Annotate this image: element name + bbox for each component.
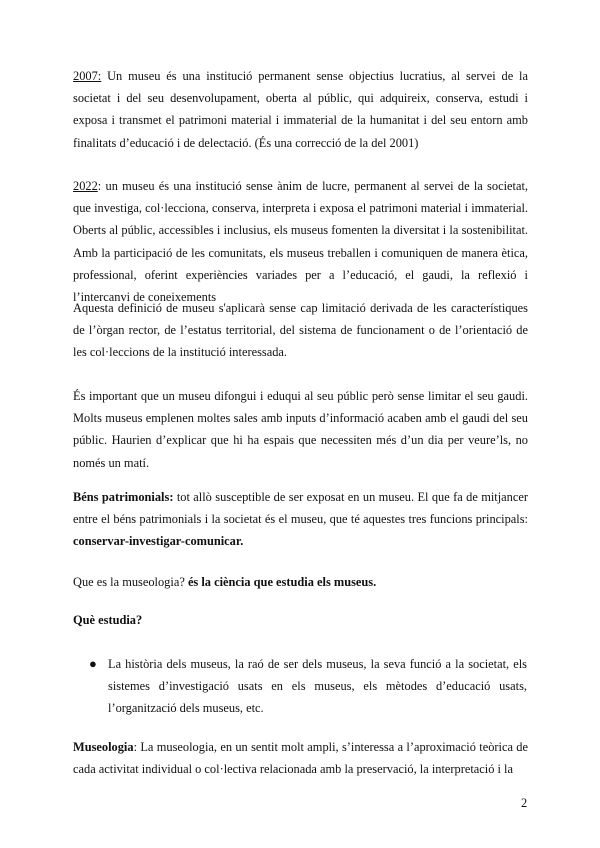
bens-text: tot allò susceptible de ser exposat en un museu. El que fa de mitjancer entre el béns patrimonials i la societat és el museu, que té aquestes tres funcions principals: bbox=[73, 490, 528, 527]
important-text: És important que un museu difongui i eduqui al seu públic però sense limitar el seu gaudi. Molts museus emplenen moltes sales amb inputs d’informació acaben amb el gaudi del seu públic. Haurien d’explicar que hi ha espais que necessiten més d’un dia per veure’ls, no només un matí. bbox=[73, 389, 528, 470]
museologia-question: Que es la museologia? bbox=[73, 575, 188, 589]
paragraph-museologia-definition bbox=[73, 736, 528, 780]
definition-note-text: Aquesta definició de museu s'aplicarà sense cap limitació derivada de les característiques de l’òrgan rector, de l’estatus territorial, del sistema de funcionament o de l’orientació de les col·leccions de la institució interessada. bbox=[73, 301, 528, 360]
paragraph-definition-2022 bbox=[73, 175, 528, 308]
bens-label: Béns patrimonials: bbox=[73, 490, 174, 504]
bens-functions: conservar-investigar-comunicar. bbox=[73, 534, 244, 549]
paragraph-museologia-question bbox=[73, 571, 528, 593]
paragraph-definition-2007 bbox=[73, 65, 528, 154]
que-estudia-label: Què estudia? bbox=[73, 613, 143, 627]
page-number: 2 bbox=[521, 796, 528, 810]
bullet-icon: ● bbox=[89, 656, 97, 671]
definition-2007-text: Un museu és una institució permanent sense objectius lucratius, al servei de la societat i del seu desenvolupament, oberta al públic, qui adquireix, conserva, estudi i exposa i transmet el patrimoni material i immaterial de la humanitat i del seu entorn amb finalitats d’educació i de delectació. (És una correcció de la del 2001) bbox=[73, 69, 528, 150]
paragraph-definition-note bbox=[73, 297, 528, 364]
museologia-label: Museologia bbox=[73, 740, 134, 754]
list-item bbox=[108, 653, 527, 720]
year-2007: 2007: bbox=[73, 69, 102, 83]
year-2022: 2022 bbox=[73, 179, 98, 193]
paragraph-important bbox=[73, 385, 528, 474]
museologia-definition-text: : La museologia, en un sentit molt ampli, s’interessa a l’aproximació teòrica de cada activitat individual o col·lectiva relacionada amb la preservació, la interpretació i la bbox=[73, 740, 528, 777]
museologia-answer: és la ciència que estudia els museus. bbox=[187, 575, 377, 589]
bullet-item-text: La història dels museus, la raó de ser dels museus, la seva funció a la societat, els sistemes d’investigació usats en els museus, els mètodes d’educació usats, l’organització dels museus, etc. bbox=[108, 657, 527, 716]
definition-2022-text: : un museu és una institució sense ànim de lucre, permanent al servei de la societat, que investiga, col·lecciona, conserva, interpreta i exposa el patrimoni material i immaterial. Oberts al públic, accessibles i inclusius, els museus fomenten la diversitat i la sostenibilitat. Amb la participació de les comunitats, els museus treballen i comuniquen de manera ètica, professional, oferint experiències variades per a l’educació, el gaudi, la reflexió i l’intercanvi de coneixements bbox=[73, 179, 528, 305]
heading-que-estudia bbox=[73, 609, 528, 631]
paragraph-bens-patrimonials bbox=[73, 486, 528, 553]
